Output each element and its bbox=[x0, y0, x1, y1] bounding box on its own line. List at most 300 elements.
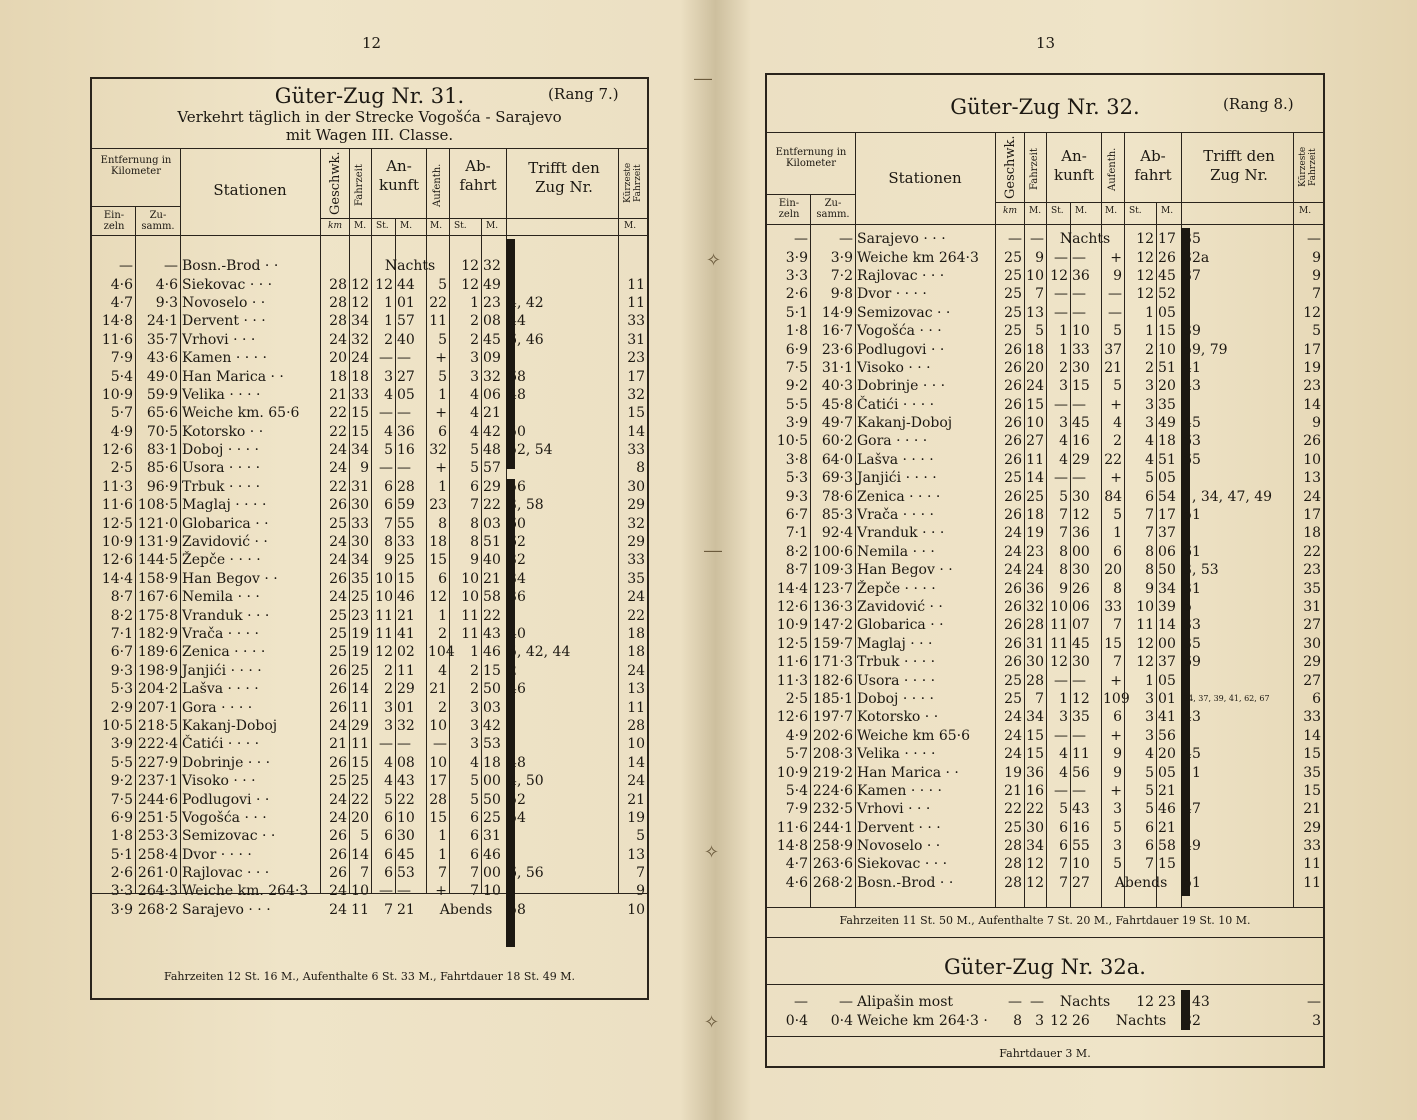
abfahrt-minute: 45 bbox=[1158, 267, 1176, 284]
aufenthalt: + bbox=[435, 883, 448, 900]
margin-mark: ✧ bbox=[704, 842, 720, 863]
station: Kakanj-Doboj bbox=[182, 717, 278, 734]
fahrzeit: 10 bbox=[1026, 267, 1044, 284]
abfahrt-minute: 45 bbox=[483, 331, 501, 348]
table-row bbox=[767, 874, 1323, 892]
km-zusammen: 131·9 bbox=[137, 534, 178, 551]
km-einzeln: 3·9 bbox=[785, 415, 808, 432]
trifft-zug: 61 bbox=[1183, 543, 1201, 560]
ankunft-minute: 01 bbox=[397, 294, 415, 311]
fahrzeit: 18 bbox=[1026, 341, 1044, 358]
fahrzeit: 15 bbox=[1026, 746, 1044, 763]
geschwindigkeit: 26 bbox=[329, 865, 347, 882]
km-einzeln: 2·5 bbox=[785, 690, 808, 707]
abfahrt-minute: 00 bbox=[483, 865, 501, 882]
ankunft-minute: — bbox=[1072, 782, 1086, 799]
station: Semizovac · · bbox=[182, 828, 276, 845]
ankunft-stunde: 6 bbox=[1059, 838, 1068, 855]
aufenthalt: 10 bbox=[429, 717, 448, 734]
abfahrt-minute: 56 bbox=[1158, 727, 1176, 744]
train-31-footer: Fahrzeiten 12 St. 16 M., Aufenthalte 6 St. 33 M., Fahrtdauer 18 St. 49 M. bbox=[163, 970, 576, 983]
km-zusammen: 219·2 bbox=[812, 764, 853, 781]
station: Kotorsko · · bbox=[857, 709, 939, 726]
geschwindigkeit: 24 bbox=[329, 331, 347, 348]
ankunft-stunde: 3 bbox=[1059, 415, 1068, 432]
abfahrt-minute: 42 bbox=[483, 717, 501, 734]
km-einzeln: 10·9 bbox=[101, 534, 133, 551]
abfahrt-minute: 21 bbox=[1158, 819, 1176, 836]
aufenthalt: 104 bbox=[428, 644, 455, 661]
kuerzeste-fahrzeit: 5 bbox=[636, 828, 646, 845]
km-zusammen: 96·9 bbox=[146, 478, 178, 495]
km-einzeln: 5·1 bbox=[785, 304, 808, 321]
km-zusammen: 123·7 bbox=[812, 580, 853, 597]
ankunft-stunde: — bbox=[1054, 470, 1068, 487]
train-31-table bbox=[92, 257, 647, 919]
aufenthalt: 9 bbox=[1113, 764, 1123, 781]
ankunft-minute: 45 bbox=[397, 846, 415, 863]
ankunft-stunde: — bbox=[1054, 396, 1068, 413]
km-zusammen: 189·6 bbox=[137, 644, 178, 661]
ankunft-minute: — bbox=[1072, 470, 1086, 487]
km-einzeln: 10·5 bbox=[101, 717, 133, 734]
aufenthalt: 15 bbox=[429, 552, 448, 569]
ankunft-minute: — bbox=[1072, 672, 1086, 689]
ankunft-stunde: — bbox=[379, 883, 393, 900]
table-row bbox=[92, 698, 647, 716]
kuerzeste-fahrzeit: 26 bbox=[1303, 433, 1322, 450]
abfahrt-minute: 46 bbox=[483, 846, 501, 863]
ankunft-stunde: 8 bbox=[384, 534, 393, 551]
abfahrt-stunde: 12 bbox=[1136, 267, 1155, 284]
ankunft-stunde: 4 bbox=[1059, 433, 1068, 450]
ankunft-minute: 06 bbox=[1072, 599, 1090, 615]
trifft-zug: 56 bbox=[508, 478, 526, 495]
km-zusammen: 268·2 bbox=[812, 874, 853, 891]
ankunft-minute: 02 bbox=[397, 644, 415, 661]
kuerzeste-fahrzeit: 33 bbox=[627, 552, 646, 569]
geschwindigkeit: 20 bbox=[329, 350, 347, 367]
kuerzeste-fahrzeit: 7 bbox=[1312, 286, 1322, 303]
abfahrt-minute: 50 bbox=[1158, 562, 1176, 579]
trifft-zug: 34, 37, 39, 41, 62, 67 bbox=[1183, 693, 1270, 703]
abfahrt-stunde: 6 bbox=[470, 846, 480, 863]
geschwindigkeit: 24 bbox=[1004, 562, 1022, 579]
fahrzeit: 10 bbox=[351, 883, 369, 900]
trifft-zug: 54 bbox=[508, 809, 526, 826]
ankunft-stunde: 5 bbox=[384, 442, 393, 459]
trifft-zug: 60 bbox=[508, 515, 526, 532]
kuerzeste-fahrzeit: — bbox=[1307, 231, 1322, 248]
geschwindigkeit: 26 bbox=[1004, 378, 1022, 395]
fahrzeit: 10 bbox=[1026, 415, 1044, 432]
abfahrt-stunde: 3 bbox=[1145, 690, 1155, 707]
kuerzeste-fahrzeit: 24 bbox=[1303, 488, 1322, 505]
departure-header: Ab-fahrt bbox=[459, 157, 497, 194]
abfahrt-minute: 50 bbox=[483, 681, 501, 698]
ankunft-stunde: — bbox=[379, 736, 393, 753]
station: Podlugovi · · bbox=[857, 341, 945, 358]
aufenthalt: Nachts bbox=[1115, 1012, 1167, 1029]
km-einzeln: 5·1 bbox=[110, 846, 133, 863]
aufenthalt: 5 bbox=[438, 368, 448, 385]
km-zusammen: 197·7 bbox=[812, 709, 853, 726]
aufenthalt: 84 bbox=[1104, 488, 1123, 505]
kuerzeste-fahrzeit: 5 bbox=[1312, 323, 1322, 340]
abfahrt-stunde: 3 bbox=[1145, 378, 1155, 395]
aufenthalt: + bbox=[1110, 396, 1123, 413]
ankunft-stunde: 5 bbox=[1059, 801, 1068, 818]
station: Gora · · · · bbox=[182, 699, 253, 716]
kuerzeste-fahrzeit: 17 bbox=[1303, 341, 1322, 358]
abfahrt-minute: 25 bbox=[483, 809, 501, 826]
train-31-title: Güter-Zug Nr. 31. bbox=[274, 84, 465, 108]
ankunft-minute: 15 bbox=[397, 570, 415, 587]
ankunft-stunde: 4 bbox=[384, 773, 393, 790]
station: Velika · · · · bbox=[182, 386, 261, 403]
geschwindigkeit: 26 bbox=[329, 681, 347, 698]
ankunft-stunde: 10 bbox=[1050, 599, 1068, 615]
ankunft-stunde: 4 bbox=[1059, 746, 1068, 763]
ankunft-minute: 11 bbox=[397, 662, 415, 679]
kuerzeste-fahrzeit: 31 bbox=[627, 331, 646, 348]
station: Dobrinje · · · bbox=[857, 378, 946, 395]
ankunft-minute: 28 bbox=[397, 478, 415, 495]
abfahrt-stunde: 1 bbox=[470, 294, 480, 311]
km-zusammen: 198·9 bbox=[137, 662, 178, 679]
km-zusammen: — bbox=[164, 258, 178, 275]
table-row bbox=[767, 819, 1323, 837]
fahrzeit: 34 bbox=[1026, 709, 1044, 726]
km-zusammen: 40·3 bbox=[821, 378, 853, 395]
abfahrt-stunde: 5 bbox=[1145, 470, 1155, 487]
abfahrt-minute: 48 bbox=[483, 442, 501, 459]
km-einzeln: 11·3 bbox=[776, 672, 808, 689]
ankunft-stunde: 10 bbox=[375, 570, 393, 587]
aufenthalt: + bbox=[435, 405, 448, 422]
abfahrt-stunde: 11 bbox=[1136, 617, 1155, 634]
ankunft-minute: 01 bbox=[397, 699, 415, 716]
km-einzeln: 3·3 bbox=[110, 883, 133, 900]
table-row bbox=[767, 616, 1323, 634]
kuerzeste-fahrzeit: 32 bbox=[627, 386, 646, 403]
fahrzeit: 18 bbox=[1026, 507, 1044, 524]
station: Čatići · · · · bbox=[182, 736, 260, 753]
ankunft-stunde: 10 bbox=[375, 589, 393, 606]
trifft-zug: 4, 42 bbox=[508, 294, 544, 311]
kuerzeste-fahrzeit: 15 bbox=[1303, 746, 1322, 763]
fahrzeit: 25 bbox=[351, 773, 369, 790]
fahrzeit: 12 bbox=[1026, 856, 1044, 873]
margin-mark: ✧ bbox=[706, 250, 722, 271]
station: Globarica · · bbox=[857, 617, 944, 634]
geschwindigkeit: 25 bbox=[329, 607, 347, 624]
km-einzeln: 4·9 bbox=[110, 423, 133, 440]
abfahrt-stunde: 3 bbox=[470, 717, 480, 734]
fahrzeit: 33 bbox=[351, 515, 369, 532]
abfahrt-minute: 08 bbox=[483, 313, 501, 330]
table-row bbox=[767, 763, 1323, 781]
km-zusammen: 208·3 bbox=[812, 746, 853, 763]
ankunft-minute: 35 bbox=[1072, 709, 1090, 726]
aufenthalt: 20 bbox=[1104, 562, 1123, 579]
trifft-zug: 58 bbox=[508, 901, 526, 918]
km-zusammen: 109·3 bbox=[812, 562, 853, 579]
abfahrt-minute: 57 bbox=[483, 460, 501, 477]
km-zusammen: 4·6 bbox=[155, 276, 178, 293]
fahrzeit: 9 bbox=[1035, 249, 1044, 266]
km-einzeln: 10·5 bbox=[776, 433, 808, 450]
trifft-zug: 11 bbox=[1183, 764, 1201, 781]
fahrzeit: 25 bbox=[1026, 488, 1044, 505]
km-einzeln: 3·8 bbox=[785, 451, 808, 468]
kuerzeste-fahrzeit: 19 bbox=[1303, 359, 1322, 376]
fahrzeit: 22 bbox=[1026, 801, 1044, 818]
ankunft-minute: 53 bbox=[397, 865, 415, 882]
km-zusammen: 144·5 bbox=[137, 552, 178, 569]
table-row bbox=[92, 496, 647, 514]
abfahrt-minute: 58 bbox=[1158, 838, 1176, 855]
kuerzeste-fahrzeit: 29 bbox=[627, 534, 646, 551]
ankunft-minute: 21 bbox=[397, 901, 415, 918]
trifft-zug bbox=[506, 698, 618, 716]
kuerzeste-fahrzeit: 12 bbox=[1303, 304, 1322, 321]
ankunft-minute: 55 bbox=[1072, 838, 1090, 855]
km-einzeln: 5·7 bbox=[110, 405, 133, 422]
abfahrt-stunde: 2 bbox=[1145, 341, 1155, 358]
aufenthalt: 32 bbox=[429, 442, 448, 459]
geschwindigkeit: 26 bbox=[1004, 488, 1022, 505]
table-row bbox=[92, 754, 647, 772]
ankunft-minute: 45 bbox=[1072, 415, 1090, 432]
station: Maglaj · · · · bbox=[182, 497, 267, 514]
abfahrt-stunde: 2 bbox=[470, 662, 480, 679]
abfahrt-stunde: 10 bbox=[461, 589, 480, 606]
abfahrt-minute: 21 bbox=[1158, 782, 1176, 799]
aufenthalt: 5 bbox=[1113, 856, 1123, 873]
ankunft-minute: 27 bbox=[1072, 874, 1090, 891]
kuerzeste-fahrzeit: 22 bbox=[627, 607, 646, 624]
abfahrt-stunde: 8 bbox=[470, 515, 480, 532]
km-einzeln: 1·8 bbox=[785, 323, 808, 340]
ankunft-minute: 30 bbox=[1072, 359, 1090, 376]
station: Lašva · · · · bbox=[857, 451, 934, 468]
km-einzeln: 11·6 bbox=[101, 497, 133, 514]
ankunft-minute: 10 bbox=[1072, 323, 1090, 340]
table-row bbox=[767, 690, 1323, 708]
ankunft-minute: 26 bbox=[1072, 580, 1090, 597]
geschwindigkeit: 19 bbox=[1004, 764, 1022, 781]
km-zusammen: 237·1 bbox=[137, 773, 178, 790]
margin-mark: ― bbox=[704, 540, 722, 561]
geschwindigkeit: 24 bbox=[1004, 525, 1022, 542]
geschwindigkeit: 26 bbox=[1004, 654, 1022, 671]
ankunft-stunde: 6 bbox=[1059, 819, 1068, 836]
abfahrt-minute: 54 bbox=[1158, 488, 1176, 505]
aufenthalt: 4 bbox=[1113, 415, 1123, 432]
kuerzeste-fahrzeit: 9 bbox=[636, 883, 646, 900]
geschwindigkeit: 24 bbox=[329, 717, 347, 734]
km-einzeln: 11·6 bbox=[101, 331, 133, 348]
kuerzeste-fahrzeit: 22 bbox=[1303, 543, 1322, 560]
table-row bbox=[767, 285, 1323, 303]
fahrzeit: 28 bbox=[1026, 617, 1044, 634]
abfahrt-stunde: 12 bbox=[1136, 286, 1155, 303]
kuerzeste-fahrzeit: 23 bbox=[627, 350, 646, 367]
aufenthalt: 18 bbox=[429, 534, 448, 551]
geschwindigkeit: 26 bbox=[1004, 451, 1022, 468]
km-einzeln: 10·9 bbox=[776, 617, 808, 634]
km-einzeln: 5·7 bbox=[785, 746, 808, 763]
abfahrt-stunde: 5 bbox=[1145, 782, 1155, 799]
abfahrt-stunde: 11 bbox=[461, 626, 480, 642]
trifft-zug bbox=[506, 846, 618, 864]
kuerzeste-fahrzeit: 8 bbox=[636, 460, 646, 477]
train-32a-footer: Fahrtdauer 3 M. bbox=[999, 1047, 1091, 1060]
km-einzeln: 4·9 bbox=[785, 727, 808, 744]
km-einzeln: 9·2 bbox=[110, 773, 133, 790]
abfahrt-minute: 52 bbox=[1158, 286, 1176, 303]
kuerzeste-fahrzeit: 23 bbox=[1303, 378, 1322, 395]
train-31-subtitle: Verkehrt täglich in der Strecke Vogošća - Sarajevo bbox=[177, 108, 562, 126]
table-row bbox=[92, 846, 647, 864]
geschwindigkeit: 25 bbox=[329, 515, 347, 532]
station: Dvor · · · · bbox=[182, 846, 252, 863]
trifft-zug bbox=[506, 404, 618, 422]
fahrzeit: 13 bbox=[1026, 304, 1044, 321]
table-row bbox=[92, 901, 647, 919]
km-zusammen: 263·6 bbox=[812, 856, 853, 873]
fahrzeit: 15 bbox=[1026, 727, 1044, 744]
trifft-zug: 3, 53 bbox=[1183, 562, 1219, 579]
abfahrt-minute: 15 bbox=[1158, 856, 1176, 873]
abfahrt-stunde: 3 bbox=[470, 350, 480, 367]
km-einzeln: 12·6 bbox=[776, 709, 808, 726]
table-row bbox=[767, 561, 1323, 579]
ankunft-minute: 29 bbox=[397, 681, 415, 698]
ankunft-minute: 43 bbox=[397, 773, 415, 790]
trifft-zug: 68 bbox=[508, 368, 526, 385]
trifft-zug: 50 bbox=[508, 423, 526, 440]
aufenthalt: + bbox=[1110, 470, 1123, 487]
abfahrt-stunde: 1 bbox=[470, 644, 480, 661]
trifft-zug: 5, 42, 44 bbox=[508, 644, 571, 661]
fahrzeit: 29 bbox=[351, 717, 369, 734]
kuerzeste-fahrzeit: 35 bbox=[1303, 580, 1322, 597]
trifft-zug: 41 bbox=[1183, 359, 1201, 376]
km-einzeln: 12·5 bbox=[776, 635, 808, 652]
abfahrt-stunde: 1 bbox=[1145, 672, 1155, 689]
station: Vranduk · · · bbox=[857, 525, 945, 542]
trifft-zug bbox=[506, 275, 618, 293]
station: Kamen · · · · bbox=[857, 782, 942, 799]
trifft-zug: 48 bbox=[508, 386, 526, 403]
trifft-zug bbox=[1181, 819, 1293, 837]
kuerzeste-fahrzeit: 27 bbox=[1303, 672, 1322, 689]
kuerzeste-fahrzeit: 18 bbox=[627, 644, 646, 661]
trifft-zug: 35 bbox=[1183, 635, 1201, 652]
table-row bbox=[92, 882, 647, 900]
km-einzeln: 8·2 bbox=[110, 607, 133, 624]
abfahrt-minute: 53 bbox=[483, 736, 501, 753]
zusamm-header: Zu-samm. bbox=[141, 210, 175, 232]
kuerzeste-fahrzeit: 10 bbox=[1303, 451, 1322, 468]
km-einzeln: 12·6 bbox=[101, 552, 133, 569]
train-31-timetable: Güter-Zug Nr. 31. (Rang 7.) Verkehrt täglich in der Strecke Vogošća - Sarajevo mit Wagen III. Classe. Entfernung in Kilometer Ein-zeln Zu-samm. Stationen Geschwk. Fahrzeit An-kunft Aufenth. Ab-fahrt Trifft den Zug Nr. Kürzeste Fahrzeit km M. St. M. M. St. M. M. — — Bosn.-Brod · · Nachts 12 32 4·6 4·6 Siekovac · · · 28 12 12 44 5 12 49 11 4·7 9·3 Novoselo · · 28 12 1 01 22 1 23 4, 42 11 14·8 24·1 Dervent · · · 28 34 1 57 11 2 08 44 33 11·6 35·7 Vrhovi · · · 24 32 2 40 5 2 45 6, 46 31 7·9 43·6 Kamen · · · · 20 24 — — + 3 09 23 5·4 49·0 Han Marica · · 18 18 3 27 5 3 32 68 17 10·9 59·9 Velika · · · · 21 33 4 05 1 4 06 48 32 5·7 65·6 Weiche km. 65·6 22 15 — — + 4 21 15 4·9 70·5 Kotorsko · · 22 15 4 36 6 4 42 50 14 12·6 83·1 Doboj · · · · 24 34 5 16 32 5 48 52, 54 33 2·5 85·6 Usora · · · · 24 9 — — + 5 57 8 11·3 96·9 Trbuk · · · · 22 31 6 28 1 6 29 56 30 11·6 108·5 Maglaj · · · · 26 30 6 59 23 7 22 3, 58 29 12·5 121·0 Globarica · · 25 33 7 55 8 8 03 60 32 10·9 131·9 Zavidović · · 24 30 8 33 18 8 51 62 29 12·6 144·5 Žepče · · · · 24 34 9 25 15 9 40 32 33 14·4 158·9 Han Begov · · 26 35 10 15 6 10 21 34 35 8·7 167·6 Nemila · · · 24 25 10 46 12 10 58 36 24 8·2 175·8 Vranduk · · · 25 23 11 21 1 11 22 22 7·1 182·9 Vrača · · · · 25 19 11 41 2 11 43 40 18 6·7 189·6 Zenica · · · · 25 19 12 02 104 1 46 5, 42, 44 18 9·3 198·9 Janjići · · · · 26 25 2 11 4 2 15 2 24 5·3 204·2 Lašva · · · · 26 14 2 29 21 2 50 46 13 2·9 207·1 Gora · · · · 26 11 3 01 2 3 03 11 10·5 218·5 Kakanj-Doboj 24 29 3 32 10 3 42 28 3·9 222·4 Čatići · · · · 21 11 — — — 3 53 10 5·5 227·9 Dobrinje · · · 26 15 4 08 10 4 18 48 14 9·2 237·1 Visoko · · · 25 25 4 43 17 5 00 4, 50 24 7·5 244·6 Podlugovi · · 24 22 5 22 28 5 50 52 21 6·9 251·5 Vogošća · · · 24 20 6 10 15 6 25 54 19 1·8 253·3 Semizovac · · 26 5 6 30 1 6 31 5 5·1 258·4 Dvor · · · · 26 14 6 45 1 6 46 13 2·6 261·0 Rajlovac · · · 26 7 6 53 7 7 00 6, 56 7 3·3 264·3 Weiche km. 264·3 24 10 — — + 7 10 9 3·9 268·2 Sarajevo · · · 24 11 7 21 Abends 58 10 Fahrzeiten 12 St. 16 M., Aufenthalte 6 St. 33 M., Fahrtdauer 18 St. 49 M. bbox=[90, 77, 649, 1000]
ankunft-minute: 32 bbox=[397, 717, 415, 734]
abfahrt-minute: 50 bbox=[483, 791, 501, 808]
aufenthalt: 1 bbox=[438, 846, 448, 863]
aufenthalt: 5 bbox=[1113, 507, 1123, 524]
abfahrt-minute: 40 bbox=[483, 552, 501, 569]
geschwindigkeit: 25 bbox=[329, 773, 347, 790]
aufenthalt: 1 bbox=[438, 828, 448, 845]
ankunft-minute: 33 bbox=[1072, 341, 1090, 358]
table-row bbox=[767, 855, 1323, 873]
abfahrt-stunde: 7 bbox=[1145, 856, 1155, 873]
geschwindigkeit: 18 bbox=[329, 368, 347, 385]
trifft-zug: 2 bbox=[508, 662, 517, 679]
ankunft-stunde: 4 bbox=[384, 754, 393, 771]
table-row bbox=[92, 772, 647, 790]
ankunft-stunde: 7 bbox=[1059, 507, 1068, 524]
aufenthalt: 12 bbox=[429, 589, 448, 606]
trifft-zug bbox=[506, 717, 618, 735]
train-31-subtitle-classes: mit Wagen III. Classe. bbox=[285, 126, 454, 144]
abfahrt-stunde: 3 bbox=[470, 736, 480, 753]
kuerzeste-fahrzeit: 24 bbox=[627, 589, 646, 606]
station: Han Begov · · bbox=[182, 570, 278, 587]
kuerzeste-fahrzeit: 9 bbox=[1312, 415, 1322, 432]
geschwindigkeit: 26 bbox=[329, 662, 347, 679]
abfahrt-stunde: 6 bbox=[1145, 819, 1155, 836]
station: Kotorsko · · bbox=[182, 423, 264, 440]
km-zusammen: 65·6 bbox=[146, 405, 178, 422]
fahrzeit: 24 bbox=[1026, 378, 1044, 395]
abfahrt-minute: 58 bbox=[483, 589, 501, 606]
fahrzeit bbox=[349, 257, 371, 275]
geschwindigkeit: 24 bbox=[329, 809, 347, 826]
trifft-zug bbox=[1181, 396, 1293, 414]
km-einzeln: 2·6 bbox=[785, 286, 808, 303]
km-zusammen: 3·9 bbox=[830, 249, 853, 266]
ankunft-stunde: 6 bbox=[384, 497, 393, 514]
trifft-zug: 31 bbox=[1183, 580, 1201, 597]
ankunft-stunde: 5 bbox=[1059, 488, 1068, 505]
abfahrt-minute: 00 bbox=[1158, 635, 1176, 652]
geschwindigkeit: 25 bbox=[1004, 286, 1022, 303]
km-einzeln: 14·4 bbox=[101, 570, 133, 587]
fahrzeit: 15 bbox=[1026, 396, 1044, 413]
trifft-zug bbox=[506, 459, 618, 477]
aufenthalt: 7 bbox=[1113, 654, 1123, 671]
km-zusammen: 45·8 bbox=[821, 396, 853, 413]
km-zusammen: 182·6 bbox=[812, 672, 853, 689]
ankunft-minute: — bbox=[397, 736, 411, 753]
trifft-zug: 32a bbox=[1183, 249, 1210, 266]
km-zusammen: 60·2 bbox=[821, 433, 853, 450]
fahrzeit: 34 bbox=[351, 442, 369, 459]
ankunft-minute: 44 bbox=[397, 276, 415, 293]
trifft-zug: 51 bbox=[1183, 507, 1201, 524]
fahrzeit: 14 bbox=[351, 846, 369, 863]
km-einzeln: 10·9 bbox=[776, 764, 808, 781]
abfahrt-minute: 05 bbox=[1158, 470, 1176, 487]
fahrzeit: 32 bbox=[1026, 599, 1044, 615]
table-row bbox=[767, 598, 1323, 616]
geschwindigkeit: 24 bbox=[1004, 709, 1022, 726]
fahrzeit: 7 bbox=[1035, 690, 1044, 707]
